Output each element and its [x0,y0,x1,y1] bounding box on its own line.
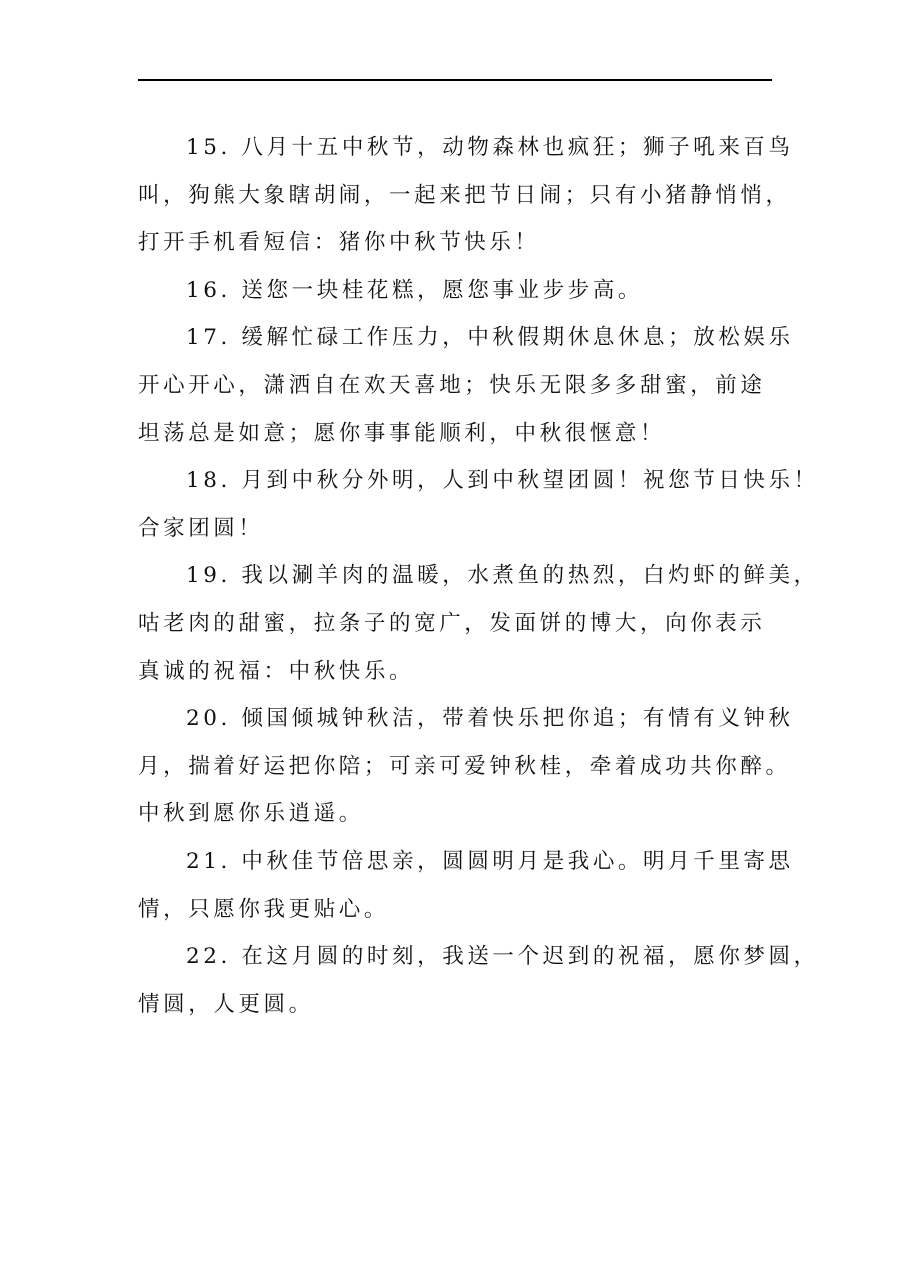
paragraph-16 [138,267,778,315]
paragraph-line: 打开手机看短信：猪你中秋节快乐！ [138,230,540,256]
paragraph-line: 情，只愿你我更贴心。 [138,896,390,922]
paragraph-line: 坦荡总是如意；愿你事事能顺利，中秋很惬意！ [138,420,666,446]
paragraph-line: 22. 在这月圆的时刻，我送一个迟到的祝福，愿你梦圆， [186,944,819,970]
paragraph-15 [138,124,794,267]
paragraph-line: 18. 月到中秋分外明，人到中秋望团圆！祝您节日快乐！ [186,468,819,494]
paragraph-line: 20. 倾国倾城钟秋洁，带着快乐把你追；有情有义钟秋 [186,706,794,732]
paragraph-line: 合家团圆！ [138,515,264,541]
paragraph-18 [138,457,819,552]
paragraph-21 [138,838,794,933]
paragraph-line: 16. 送您一块桂花糕，愿您事业步步高。 [186,277,644,303]
paragraph-line: 21. 中秋佳节倍思亲，圆圆明月是我心。明月千里寄思 [186,848,794,874]
paragraph-line: 15. 八月十五中秋节，动物森林也疯狂；狮子吼来百鸟 [186,135,794,160]
paragraph-17 [138,314,794,457]
paragraph-line: 19. 我以涮羊肉的温暖，水煮鱼的热烈，白灼虾的鲜美， [186,563,819,589]
paragraph-22 [138,933,819,1028]
header-rule [138,79,772,81]
paragraph-line: 情圆，人更圆。 [138,991,314,1017]
paragraph-line: 叫，狗熊大象瞎胡闹，一起来把节日闹；只有小猪静悄悄， [138,182,791,208]
document-body [138,124,819,1028]
paragraph-19 [138,552,819,695]
paragraph-20 [138,695,794,838]
paragraph-line: 中秋到愿你乐逍遥。 [138,801,364,827]
paragraph-line: 月，揣着好运把你陪；可亲可爱钟秋桂，牵着成功共你醉。 [138,753,791,779]
paragraph-line: 真诚的祝福：中秋快乐。 [138,658,415,684]
paragraph-line: 咕老肉的甜蜜，拉条子的宽广，发面饼的博大，向你表示 [138,610,766,636]
paragraph-line: 17. 缓解忙碌工作压力，中秋假期休息休息；放松娱乐 [186,325,794,351]
paragraph-line: 开心开心，潇洒自在欢天喜地；快乐无限多多甜蜜，前途 [138,372,766,398]
